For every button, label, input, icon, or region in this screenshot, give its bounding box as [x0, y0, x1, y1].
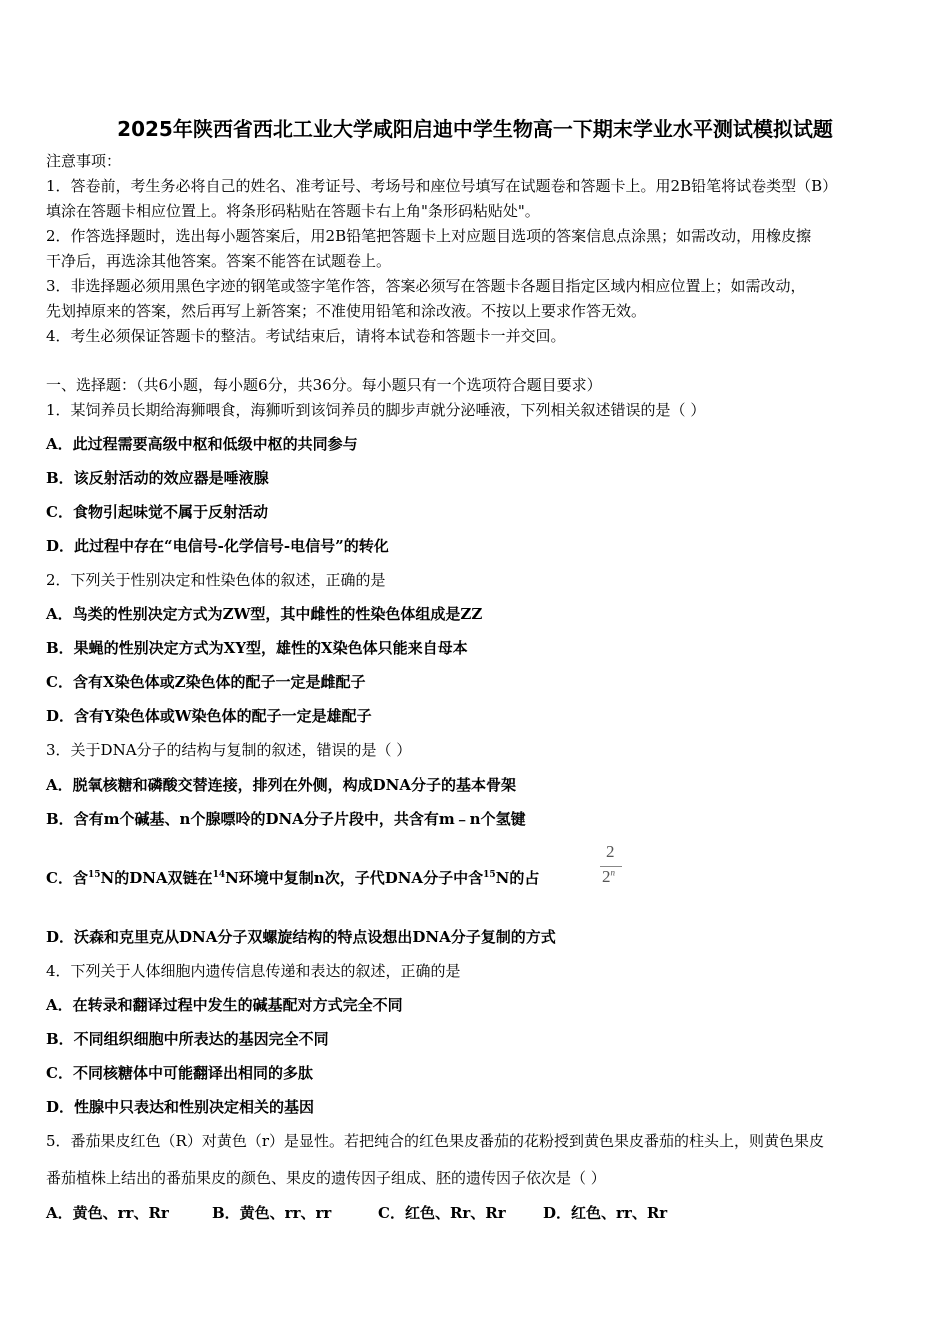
- question-2-stem: 2．下列关于性别决定和性染色体的叙述，正确的是: [46, 571, 386, 589]
- question-1-stem: 1．某饲养员长期给海狮喂食，海狮听到该饲养员的脚步声就分泌唾液，下列相关叙述错误的是（ ）: [46, 401, 706, 419]
- question-2-option-d[interactable]: D．含有Y染色体或W染色体的配子一定是雄配子: [46, 707, 372, 725]
- question-2-option-b[interactable]: B．果蝇的性别决定方式为XY型，雄性的X染色体只能来自母本: [46, 639, 468, 657]
- question-1-option-c[interactable]: C．食物引起味觉不属于反射活动: [46, 503, 268, 521]
- question-2-option-c[interactable]: C．含有X染色体或Z染色体的配子一定是雌配子: [46, 673, 366, 691]
- question-3-option-a[interactable]: A．脱氧核糖和磷酸交替连接，排列在外侧，构成DNA分子的基本骨架: [46, 776, 516, 794]
- fraction-denominator: [602, 867, 615, 887]
- question-5-option-d[interactable]: D．红色、rr、Rr: [543, 1204, 668, 1222]
- question-5-option-a[interactable]: A．黄色、rr、Rr: [46, 1204, 169, 1222]
- option-text: C．含: [46, 869, 88, 887]
- question-4-option-b[interactable]: B．不同组织细胞中所表达的基因完全不同: [46, 1030, 329, 1048]
- isotope-superscript: 15: [87, 870, 101, 880]
- question-5-stem: 5．番茄果皮红色（R）对黄色（r）是显性。若把纯合的红色果皮番茄的花粉授到黄色果皮番茄的柱头上，则黄色果皮: [46, 1132, 825, 1150]
- fraction: [600, 842, 624, 890]
- section-heading: 一、选择题：（共6小题，每小题6分，共36分。每小题只有一个选项符合题目要求）: [46, 376, 602, 394]
- isotope-superscript: 14: [212, 870, 226, 880]
- question-3-stem: 3．关于DNA分子的结构与复制的叙述，错误的是（ ）: [46, 741, 412, 759]
- fraction-exponent: n: [610, 867, 615, 878]
- question-3-option-d[interactable]: D．沃森和克里克从DNA分子双螺旋结构的特点设想出DNA分子复制的方式: [46, 928, 556, 946]
- page-title: 2025年陕西省西北工业大学咸阳启迪中学生物高一下期末学业水平测试模拟试题: [117, 117, 833, 141]
- question-3-option-b[interactable]: B．含有m个碱基、n个腺嘌呤的DNA分子片段中，共含有m﹣n个氢键: [46, 810, 526, 828]
- option-text: N环境中复制n次，子代DNA分子中含: [225, 869, 484, 887]
- isotope-superscript: 15: [483, 870, 496, 880]
- notice-line: 填涂在答题卡相应位置上。将条形码粘贴在答题卡右上角"条形码粘贴处"。: [46, 202, 540, 220]
- question-4-option-c[interactable]: C．不同核糖体中可能翻译出相同的多肽: [46, 1064, 313, 1082]
- fraction-base: 2: [602, 867, 611, 886]
- question-4-option-d[interactable]: D．性腺中只表达和性别决定相关的基因: [46, 1098, 315, 1116]
- notice-line: 1．答卷前，考生务必将自己的姓名、准考证号、考场号和座位号填写在试题卷和答题卡上。用2B铅笔将试卷类型（B）: [46, 177, 838, 195]
- notice-heading: 注意事项：: [46, 152, 122, 170]
- question-1-option-d[interactable]: D．此过程中存在“电信号-化学信号-电信号”的转化: [46, 537, 389, 555]
- question-2-option-a[interactable]: A．鸟类的性别决定方式为ZW型，其中雌性的性染色体组成是ZZ: [46, 605, 483, 623]
- question-4-stem: 4．下列关于人体细胞内遗传信息传递和表达的叙述，正确的是: [46, 962, 461, 980]
- question-5-option-b[interactable]: B．黄色、rr、rr: [212, 1204, 332, 1222]
- notice-line: 3．非选择题必须用黑色字迹的钢笔或签字笔作答，答案必须写在答题卡各题目指定区域内相应位置上；如需改动，: [46, 277, 806, 295]
- notice-line: 干净后，再选涂其他答案。答案不能答在试题卷上。: [46, 252, 392, 270]
- question-1-option-a[interactable]: A．此过程需要高级中枢和低级中枢的共同参与: [46, 435, 358, 453]
- question-1-option-b[interactable]: B．该反射活动的效应器是唾液腺: [46, 469, 269, 487]
- question-4-option-a[interactable]: A．在转录和翻译过程中发生的碱基配对方式完全不同: [46, 996, 403, 1014]
- question-5-option-c[interactable]: C．红色、Rr、Rr: [378, 1204, 506, 1222]
- option-text: N的占: [495, 869, 540, 887]
- question-3-option-c[interactable]: [46, 868, 916, 888]
- notice-line: 2．作答选择题时，选出每小题答案后，用2B铅笔把答题卡上对应题目选项的答案信息点涂黑；如需改动，用橡皮擦: [46, 227, 812, 245]
- option-text: N的DNA双链在: [100, 869, 213, 887]
- question-5-stem: 番茄植株上结出的番茄果皮的颜色、果皮的遗传因子组成、胚的遗传因子依次是（ ）: [46, 1169, 606, 1187]
- notice-line: 先划掉原来的答案，然后再写上新答案；不准使用铅笔和涂改液。不按以上要求作答无效。: [46, 302, 647, 320]
- fraction-numerator: 2: [606, 842, 615, 861]
- notice-line: 4．考生必须保证答题卡的整洁。考试结束后，请将本试卷和答题卡一并交回。: [46, 327, 566, 345]
